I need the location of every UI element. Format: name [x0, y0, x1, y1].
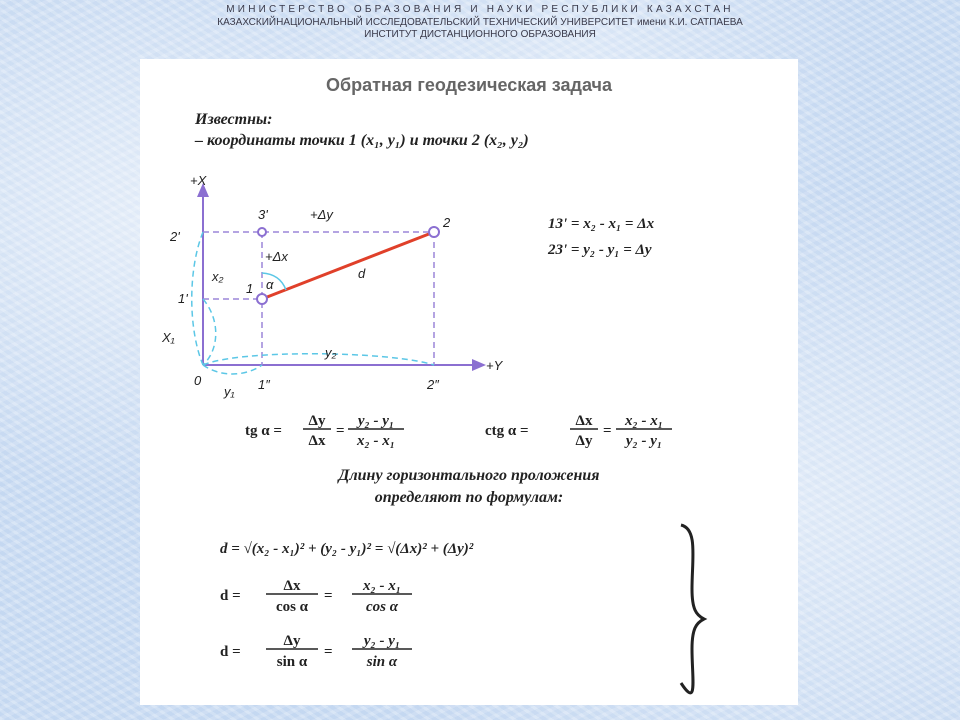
diagram-and-formulas [140, 59, 798, 705]
header-institute: ИНСТИТУТ ДИСТАНЦИОННОГО ОБРАЗОВАНИЯ [364, 29, 596, 40]
delta-x-label: +Δx [265, 249, 288, 264]
eq-13: 13' = x₂ - x₁ = Δx [548, 216, 655, 232]
distance-line [262, 232, 434, 299]
tg-den1: Δx [308, 433, 326, 449]
svg-text:=: = [324, 588, 333, 604]
x1-label: X₁ [162, 330, 175, 345]
d-label: d [358, 266, 366, 281]
point-2pp-label: 2″ [427, 377, 439, 392]
d2-lhs: d = [220, 588, 241, 604]
y2-label: y₂ [325, 345, 337, 360]
d3-den1: sin α [276, 654, 308, 670]
d3-lhs: d = [220, 644, 241, 660]
svg-text:=: = [603, 423, 612, 439]
point-2p-label: 2' [170, 229, 180, 244]
d3-den2: sin α [366, 654, 398, 670]
slide-title: Обратная геодезическая задача [326, 75, 612, 95]
eq-23: 23' = y₂ - y₁ = Δy [548, 242, 652, 258]
tg-num1: Δy [308, 413, 326, 429]
ctg-num1: Δx [575, 413, 593, 429]
slide-panel [140, 59, 798, 705]
d3-num2: y₂ - y₁ [363, 633, 401, 649]
ctg-num2: x₂ - x₁ [625, 413, 663, 429]
delta-y-label: +Δy [310, 207, 333, 222]
point-3p-marker [258, 228, 266, 236]
ctg-den1: Δy [575, 433, 593, 449]
d2-num1: Δx [283, 578, 301, 594]
point-2-label: 2 [443, 215, 451, 230]
ctg-den2: y₂ - y₁ [625, 433, 663, 449]
point-1-label: 1 [246, 281, 254, 296]
d2-num2: x₂ - x₁ [363, 578, 401, 594]
axis-y-label: +Y [486, 358, 503, 373]
point-1p-label: 1' [178, 291, 188, 306]
alpha-label: α [266, 277, 274, 292]
point-1pp-label: 1″ [258, 377, 270, 392]
construction-lines [203, 232, 434, 365]
header [0, 4, 960, 41]
axis-x-label: +X [190, 173, 207, 188]
ctg-formula [485, 413, 672, 449]
length-text-2: определяют по формулам: [374, 489, 564, 506]
origin-label: 0 [194, 373, 202, 388]
y1-label: y₁ [224, 384, 235, 399]
tg-formula [245, 413, 404, 449]
known-text: – координаты точки 1 (x₁, y₁) и точки 2 (x₂, y₂) [195, 132, 529, 149]
header-university: КАЗАХСКИЙНАЦИОНАЛЬНЫЙ ИССЛЕДОВАТЕЛЬСКИЙ ТЕХНИЧЕСКИЙ УНИВЕРСИТЕТ имени К.И. САТПАЕВА [217, 17, 743, 28]
svg-text:=: = [336, 423, 345, 439]
d2-den1: cos α [275, 599, 309, 615]
svg-text:=: = [324, 644, 333, 660]
tg-lhs: tg α = [245, 423, 282, 439]
d-formula-2 [220, 578, 412, 615]
right-brace [681, 525, 704, 693]
tg-den2: x₂ - x₁ [357, 433, 395, 449]
ctg-lhs: ctg α = [485, 423, 529, 439]
point-2-marker [429, 227, 439, 237]
tg-num2: y₂ - y₁ [357, 413, 395, 429]
d3-num1: Δy [283, 633, 301, 649]
known-label: Известны: [195, 111, 273, 128]
length-text-1: Длину горизонтального проложения [338, 467, 600, 484]
header-ministry: МИНИСТЕРСТВО ОБРАЗОВАНИЯ И НАУКИ РЕСПУБЛИКИ КАЗАХСТАН [226, 4, 734, 15]
projection-arcs [192, 232, 434, 374]
x2-label: x₂ [212, 269, 224, 284]
point-3p-label: 3' [258, 207, 268, 222]
point-1-marker [257, 294, 267, 304]
d-formula-1: d = √(x₂ - x₁)² + (y₂ - y₁)² = √(Δx)² + (Δy)² [220, 541, 474, 557]
d-formula-3 [220, 633, 412, 670]
d2-den2: cos α [365, 599, 399, 615]
